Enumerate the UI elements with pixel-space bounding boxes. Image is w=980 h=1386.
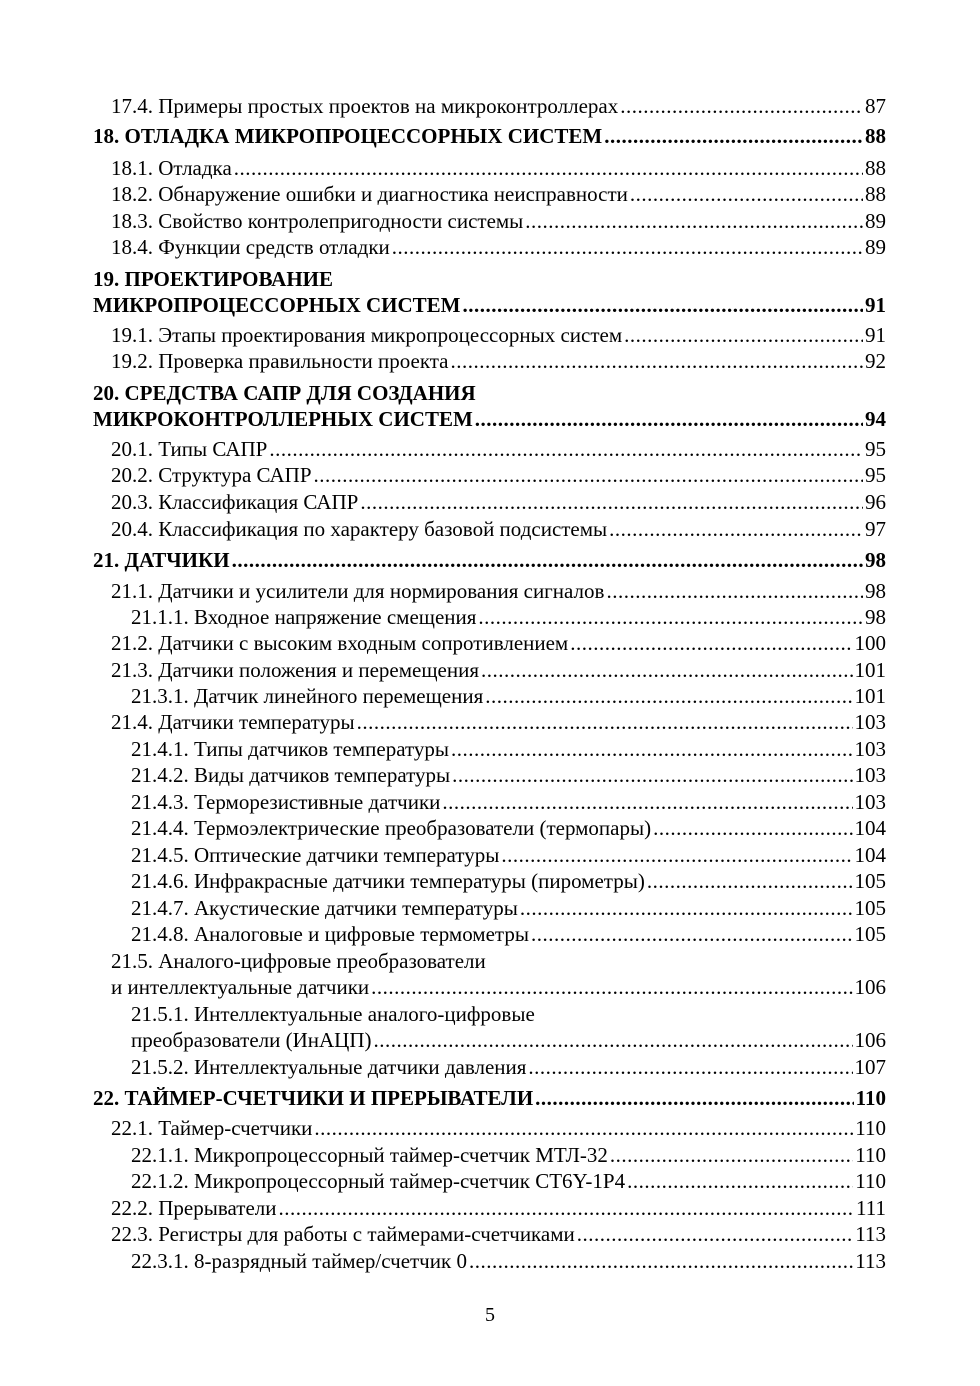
toc-section[interactable] [93,657,886,683]
toc-section[interactable] [93,921,886,947]
toc-page-number: 103 [854,790,886,814]
toc-entry-title: 21.4.2. Виды датчиков температуры [131,763,451,787]
toc-page-number: 106 [854,975,886,999]
toc-entry-title: 21.4.3. Терморезистивные датчики [131,790,441,814]
dot-leader [451,348,864,374]
dot-leader [357,709,853,735]
toc-page-number: 101 [854,684,886,708]
toc-entry-title: 19.1. Этапы проектирования микропроцессорных систем [111,323,623,347]
toc-entry-title: 20.3. Классификация САПР [111,490,359,514]
toc-entry-title: 21.4.8. Аналоговые и цифровые термометры [131,922,529,946]
dot-leader [269,436,863,462]
toc-entry-title: 21.4.1. Типы датчиков температуры [131,737,450,761]
dot-leader [610,1142,853,1168]
toc-section[interactable] [93,1001,886,1053]
toc-section[interactable] [93,709,886,735]
toc-entry-title-first-line: 21.5. Аналого-цифровые преобразователи [111,949,486,973]
dot-leader [232,547,863,573]
toc-entry-title: 21.3. Датчики положения и перемещения [111,658,479,682]
dot-leader [653,815,852,841]
toc-page-number: 98 [865,548,886,572]
dot-leader [314,462,863,488]
dot-leader [371,974,852,1000]
dot-leader [604,123,863,149]
dot-leader [647,868,853,894]
toc-page-number: 110 [855,1143,886,1167]
toc-entry-title: 18.2. Обнаружение ошибки и диагностика неисправности [111,182,628,206]
toc-page-number: 107 [854,1055,886,1079]
toc-entry-title: 22.1.1. Микропроцессорный таймер-счетчик МТЛ-32 [131,1143,608,1167]
toc-page-number: 105 [854,869,886,893]
toc-entry-title: 22.3. Регистры для работы с таймерами-счетчиками [111,1222,575,1246]
dot-leader [520,895,853,921]
toc-chapter[interactable] [93,123,886,149]
toc-section[interactable] [93,348,886,374]
toc-page-number: 91 [865,293,886,317]
toc-entry-title: 17.4. Примеры простых проектов на микроконтроллерах [111,94,619,118]
toc-section[interactable] [93,762,886,788]
toc-entry-title: 22.3.1. 8-разрядный таймер/счетчик 0 [131,1249,467,1273]
toc-page-number: 89 [865,209,886,233]
toc-page-number: 113 [855,1249,886,1273]
toc-page-number: 89 [865,235,886,259]
toc-entry-title: 21.1. Датчики и усилители для нормирования сигналов [111,579,605,603]
toc-entry-title: 21.4.5. Оптические датчики температуры [131,843,500,867]
toc-section[interactable] [93,155,886,181]
dot-leader [374,1027,853,1053]
toc-section[interactable] [93,868,886,894]
toc-page-number: 94 [865,407,886,431]
toc-section[interactable] [93,234,886,260]
toc-page-number: 98 [865,605,886,629]
toc-section[interactable] [93,1115,886,1141]
toc-entry-title: 20.1. Типы САПР [111,437,268,461]
toc-page-number: 113 [855,1222,886,1246]
dot-leader [620,93,863,119]
dot-leader [535,1085,853,1111]
toc-section[interactable] [93,815,886,841]
toc-page-number: 110 [855,1086,886,1110]
dot-leader [234,155,863,181]
dot-leader [501,842,852,868]
dot-leader [392,234,863,260]
toc-section[interactable] [93,1248,886,1274]
dot-leader [485,683,852,709]
toc-entry-title: 22.1.2. Микропроцессорный таймер-счетчик СТ6Y-1P4 [131,1169,626,1193]
toc-section[interactable] [93,842,886,868]
toc-page-number: 96 [865,490,886,514]
dot-leader [528,1054,852,1080]
toc-chapter[interactable] [93,266,886,318]
toc-page-number: 95 [865,437,886,461]
dot-leader [570,630,852,656]
toc-entry-title: преобразователи (ИнАЦП) [131,1028,372,1052]
toc-section[interactable] [93,462,886,488]
dot-leader [609,516,863,542]
toc-entry-title: 20.4. Классификация по характеру базовой подсистемы [111,517,608,541]
toc-entry-title: 18.3. Свойство контролепригодности системы [111,209,524,233]
toc-page-number: 91 [865,323,886,347]
toc-entry-title: 21.2. Датчики с высоким входным сопротивлением [111,631,569,655]
dot-leader [525,208,863,234]
toc-entry-title: 21.3.1. Датчик линейного перемещения [131,684,484,708]
toc-entry-title: 21.4.7. Акустические датчики температуры [131,896,518,920]
dot-leader [630,181,863,207]
toc-page-number: 92 [865,349,886,373]
toc-entry-title: 18.4. Функции средств отладки [111,235,390,259]
toc-entry-title: 21.4. Датчики температуры [111,710,355,734]
dot-leader [478,604,863,630]
toc-entry-title-first-line: 19. ПРОЕКТИРОВАНИЕ [93,267,334,291]
toc-page-number: 98 [865,579,886,603]
toc-section[interactable] [93,322,886,348]
toc-chapter[interactable] [93,547,886,573]
toc-section[interactable] [93,208,886,234]
toc-section[interactable] [93,93,886,119]
dot-leader [469,1248,853,1274]
toc-page-number: 103 [854,737,886,761]
toc-page-number: 95 [865,463,886,487]
toc-page-number: 103 [854,763,886,787]
toc-page-number: 100 [854,631,886,655]
toc-entry-title: и интеллектуальные датчики [111,975,370,999]
toc-page-number: 97 [865,517,886,541]
toc-section[interactable] [93,630,886,656]
toc-entry-title-first-line: 21.5.1. Интеллектуальные аналого-цифровые [131,1002,535,1026]
toc-entry-title: 19.2. Проверка правильности проекта [111,349,449,373]
toc-section[interactable] [93,1168,886,1194]
toc-entry-title: 22. ТАЙМЕР-СЧЕТЧИКИ И ПРЕРЫВАТЕЛИ [93,1086,534,1110]
dot-leader [577,1221,853,1247]
toc-entry-title: 21.1.1. Входное напряжение смещения [131,605,477,629]
toc-section[interactable] [93,948,886,1000]
dot-leader [452,762,852,788]
toc-section[interactable] [93,1221,886,1247]
toc-page-number: 88 [865,124,886,148]
toc-section[interactable] [93,895,886,921]
dot-leader [451,736,852,762]
toc-page-number: 104 [854,816,886,840]
dot-leader [606,578,863,604]
toc-section[interactable] [93,1142,886,1168]
toc-page-number: 103 [854,710,886,734]
toc-page-number: 111 [856,1196,886,1220]
dot-leader [442,789,852,815]
toc-section[interactable] [93,578,886,604]
toc-section[interactable] [93,736,886,762]
dot-leader [463,292,864,318]
toc-entry-title: 22.1. Таймер-счетчики [111,1116,313,1140]
toc-page-number: 105 [854,896,886,920]
dot-leader [360,489,863,515]
dot-leader [531,921,853,947]
toc-page-number: 106 [854,1028,886,1052]
toc-section[interactable] [93,1054,886,1080]
toc-page-number: 88 [865,156,886,180]
toc-entry-title: 18.1. Отладка [111,156,232,180]
toc-entry-title: 18. ОТЛАДКА МИКРОПРОЦЕССОРНЫХ СИСТЕМ [93,124,603,148]
page-number: 5 [485,1304,495,1326]
toc-entry-title: 22.2. Прерыватели [111,1196,277,1220]
toc-page-number: 110 [855,1169,886,1193]
toc-entry-title: МИКРОКОНТРОЛЛЕРНЫХ СИСТЕМ [93,407,473,431]
toc-section[interactable] [93,789,886,815]
toc-section[interactable] [93,604,886,630]
toc-entry-title: 21.4.4. Термоэлектрические преобразователи (термопары) [131,816,652,840]
toc-chapter[interactable] [93,380,886,432]
toc-entry-title: 21.5.2. Интеллектуальные датчики давления [131,1055,527,1079]
dot-leader [627,1168,853,1194]
toc-entry-title: 20.2. Структура САПР [111,463,312,487]
toc-page-number: 101 [854,658,886,682]
toc-section[interactable] [93,181,886,207]
toc-chapter[interactable] [93,1085,886,1111]
toc-section[interactable] [93,516,886,542]
toc-entry-title: МИКРОПРОЦЕССОРНЫХ СИСТЕМ [93,293,461,317]
toc-page-number: 104 [854,843,886,867]
toc-page-number: 110 [855,1116,886,1140]
dot-leader [314,1115,853,1141]
toc-page-number: 87 [865,94,886,118]
toc-section[interactable] [93,489,886,515]
toc-section[interactable] [93,1195,886,1221]
toc-section[interactable] [93,683,886,709]
toc-entry-title: 21.4.6. Инфракрасные датчики температуры (пирометры) [131,869,645,893]
dot-leader [475,406,863,432]
toc-section[interactable] [93,436,886,462]
toc-page-number: 88 [865,182,886,206]
toc-entry-title: 21. ДАТЧИКИ [93,548,230,572]
toc-entry-title-first-line: 20. СРЕДСТВА САПР ДЛЯ СОЗДАНИЯ [93,381,476,405]
dot-leader [278,1195,854,1221]
dot-leader [481,657,853,683]
dot-leader [624,322,863,348]
toc-page-number: 105 [854,922,886,946]
